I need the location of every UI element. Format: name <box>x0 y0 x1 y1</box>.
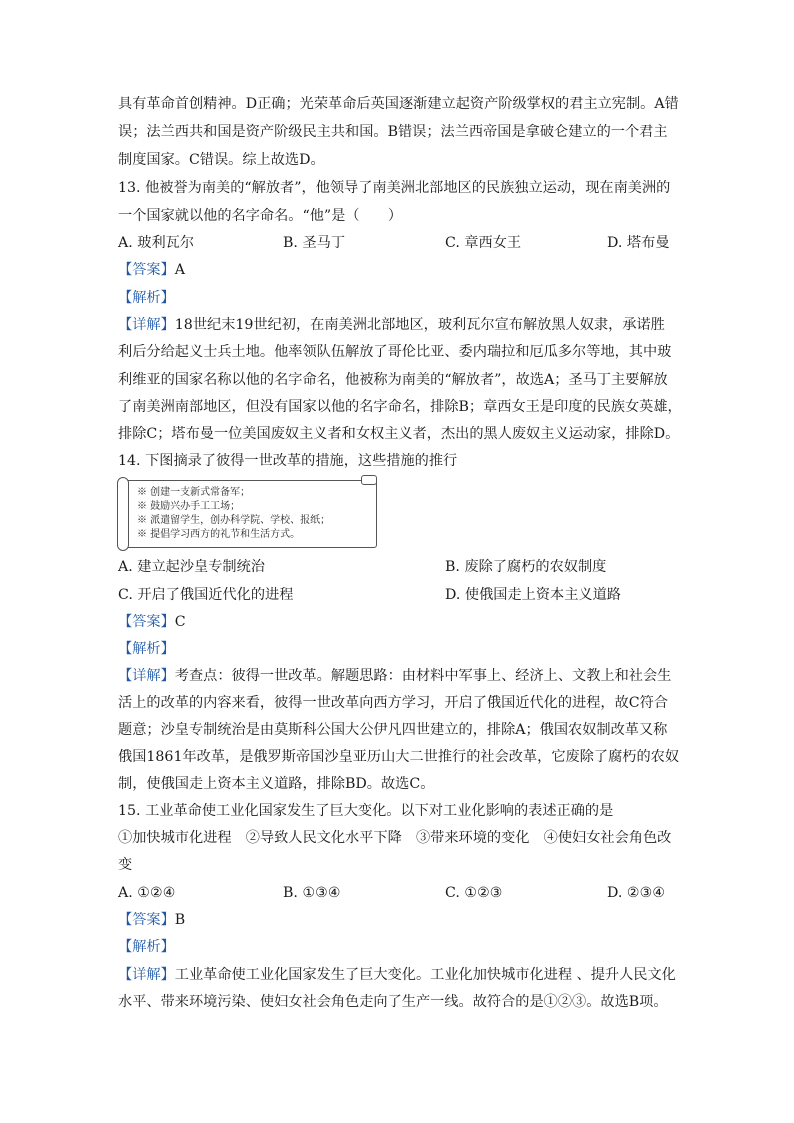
analysis-line <box>118 937 175 957</box>
analysis-line <box>118 639 175 659</box>
question-15-options <box>118 883 678 903</box>
question-15-stem: ①加快城市化进程 ②导致人民文化水平下降 ③带来环境的变化 ④使妇女社会角色改 <box>118 830 672 846</box>
answer-line <box>118 910 185 930</box>
answer-value: C <box>174 614 186 630</box>
option-b: B. 圣马丁 <box>283 235 346 251</box>
option-a: A. ①②④ <box>118 885 176 901</box>
scroll-curl-icon <box>117 477 129 551</box>
answer-tag: 【答案】 <box>118 614 175 630</box>
detail-line: 题意；沙皇专制统治是由莫斯科公国大公伊凡四世建立的，排除A；俄国农奴制改革又称 <box>118 722 668 738</box>
analysis-line <box>118 288 175 308</box>
option-b: B. ①③④ <box>283 885 341 901</box>
answer-value: A <box>174 262 186 278</box>
answer-line <box>118 612 186 632</box>
scroll-item: ※ 提倡学习西方的礼节和生活方式。 <box>137 529 301 540</box>
option-a: A. 玻利瓦尔 <box>118 235 195 251</box>
option-d: D. ②③④ <box>607 885 666 901</box>
analysis-tag: 【解析】 <box>118 641 175 657</box>
reform-measures-scroll <box>120 480 377 548</box>
detail-tag: 【详解】 <box>118 317 175 333</box>
detail-line: 利维亚的国家名称以他的名字命名，他被称为南美的“解放者”，故选A；圣马丁主要解放 <box>118 372 668 388</box>
answer-tag: 【答案】 <box>118 262 175 278</box>
paragraph-line: 误；法兰西共和国是资产阶级民主共和国。B错误；法兰西帝国是拿破仑建立的一个君主 <box>118 124 668 140</box>
answer-value: B <box>174 912 186 928</box>
detail-line: 水平、带来环境污染、使妇女社会角色走向了生产一线。故符合的是①②③。故选B项。 <box>118 994 668 1010</box>
detail-line <box>118 666 671 686</box>
option-d: D. 塔布曼 <box>607 235 670 251</box>
option-c: C. ①②③ <box>445 885 503 901</box>
scroll-item: ※ 创建一支新式常备军； <box>137 487 251 498</box>
paragraph-line: 制度国家。C错误。综上故选D。 <box>118 152 325 168</box>
question-15-stem: 变 <box>118 857 133 873</box>
detail-line <box>118 315 665 335</box>
detail-tag: 【详解】 <box>118 967 175 983</box>
detail-text: 考查点：彼得一世改革。解题思路：由材料中军事上、经济上、文教上和社会生 <box>174 668 672 684</box>
question-15-stem: 15. 工业革命使工业化国家发生了巨大变化。以下对工业化影响的表述正确的是 <box>118 803 614 819</box>
option-c: C. 章西女王 <box>445 235 522 251</box>
detail-line: 活上的改革的内容来看，彼得一世改革向西方学习，开启了俄国近代化的进程，故C符合 <box>118 695 668 711</box>
answer-line <box>118 260 185 280</box>
analysis-tag: 【解析】 <box>118 939 175 955</box>
detail-tag: 【详解】 <box>118 668 175 684</box>
option-b: B. 废除了腐朽的农奴制度 <box>445 559 607 575</box>
detail-line: 了南美洲南部地区，但没有国家以他的名字命名，排除B；章西女王是印度的民族女英雄， <box>118 399 682 415</box>
detail-line: 利后分给起义士兵土地。他率领队伍解放了哥伦比亚、委内瑞拉和厄瓜多尔等地，其中玻 <box>118 344 672 360</box>
scroll-curl-icon <box>361 475 377 485</box>
answer-tag: 【答案】 <box>118 912 175 928</box>
detail-line: 排除C；塔布曼一位美国废奴主义者和女权主义者，杰出的黑人废奴主义运动家，排除D。 <box>118 426 680 442</box>
detail-line: 制，使俄国走上资本主义道路，排除BD。故选C。 <box>118 776 435 792</box>
detail-line <box>118 965 676 985</box>
detail-text: 18世纪末19世纪初，在南美洲北部地区，玻利瓦尔宣布解放黑人奴隶，承诺胜 <box>174 317 665 333</box>
detail-line: 俄国1861年改革，是俄罗斯帝国沙皇亚历山大二世推行的社会改革，它废除了腐朽的农奴 <box>118 749 680 765</box>
paragraph-line: 具有革命首创精神。D正确；光荣革命后英国逐渐建立起资产阶级掌权的君主立宪制。A错 <box>118 96 679 112</box>
option-d: D. 使俄国走上资本主义道路 <box>445 587 621 603</box>
question-13-stem: 13. 他被誉为南美的“解放者”，他领导了南美洲北部地区的民族独立运动，现在南美洲的 <box>118 180 671 196</box>
question-13-stem: 一个国家就以他的名字命名。“他”是（ ） <box>118 208 403 224</box>
scroll-item: ※ 派遣留学生，创办科学院、学校、报纸； <box>137 515 331 526</box>
question-13-options <box>118 233 678 253</box>
option-a: A. 建立起沙皇专制统治 <box>118 559 265 575</box>
analysis-tag: 【解析】 <box>118 290 175 306</box>
question-14-stem: 14. 下图摘录了彼得一世改革的措施，这些措施的推行 <box>118 453 458 469</box>
scroll-item: ※ 鼓励兴办手工工场； <box>137 501 241 512</box>
detail-text: 工业革命使工业化国家发生了巨大变化。工业化加快城市化进程 、提升人民文化 <box>174 967 676 983</box>
option-c: C. 开启了俄国近代化的进程 <box>118 587 294 603</box>
question-14-options-row1 <box>118 557 678 577</box>
question-14-options-row2 <box>118 585 678 605</box>
